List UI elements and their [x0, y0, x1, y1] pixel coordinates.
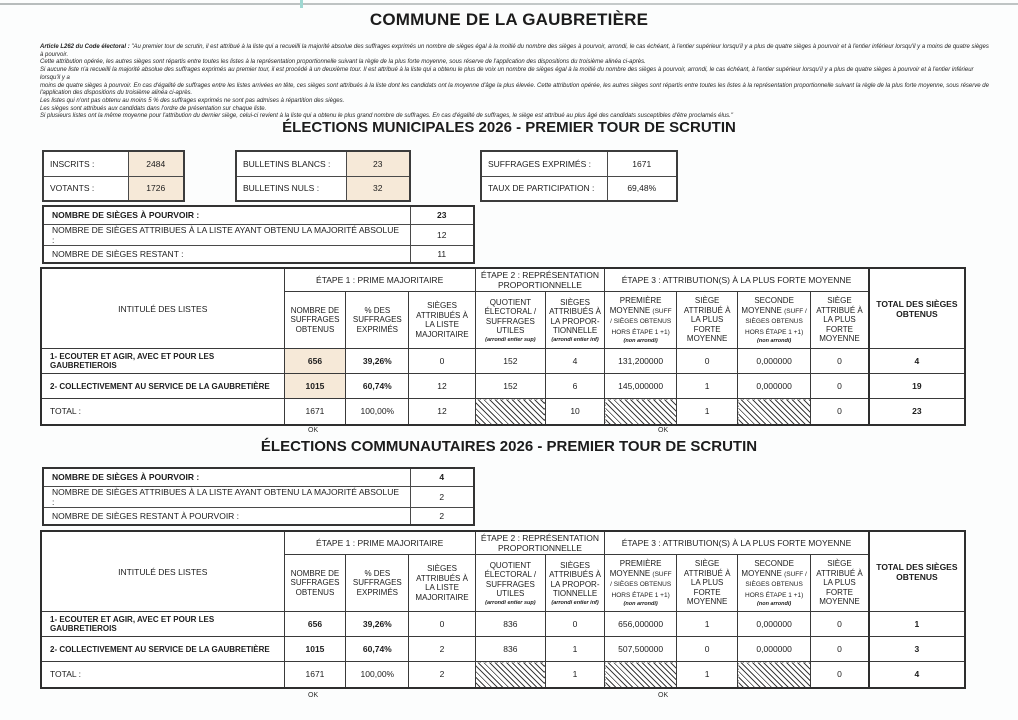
value-cell: 0: [677, 637, 738, 662]
total-value-cell: 0: [811, 662, 869, 688]
legal-line: Si aucune liste n'a recueilli la majorité absolue des suffrages exprimés au premier tour, il est procédé à un deuxième tour. Il est attribué à la liste qui a obtenu le plus de voix un nombre de sièges égal à la moitié du nombre des sièges à pourvoir, arrondi, le cas échéant, à l'entier supérieur lorsqu'il y a plus de quatre sièges à pourvoir et à l'entier inférieur lorsqu'il y a: [40, 67, 974, 81]
seats-value: 2: [410, 486, 474, 507]
total-label-cell: TOTAL :: [41, 399, 284, 425]
col-header: SIÈGE ATTRIBUÉ À LA PLUS FORTE MOYENNE: [811, 555, 869, 612]
seats-label: NOMBRE DE SIÈGES À POURVOIR :: [43, 468, 410, 486]
value-cell: 507,500000: [605, 637, 677, 662]
stats-value: 32: [346, 176, 410, 201]
header-etape-1: ÉTAPE 1 : PRIME MAJORITAIRE: [284, 268, 475, 292]
hatched-cell: [475, 662, 545, 688]
value-cell: 0: [409, 612, 476, 637]
ok-label: OK: [308, 692, 319, 699]
col-header-detail: (SUFF / SIÈGES OBTENUS HORS ÉTAPE 1 +1): [745, 570, 807, 599]
col-header: % DES SUFFRAGES EXPRIMÉS: [346, 555, 409, 612]
stats-row: [43, 151, 184, 176]
total-seats-cell: 3: [869, 637, 965, 662]
seats-row: [43, 468, 474, 486]
header-group-row: [41, 268, 965, 292]
col-header-detail: (SUFF / SIÈGES OBTENUS HORS ÉTAPE 1 +1): [610, 307, 672, 336]
col-header: NOMBRE DE SUFFRAGES OBTENUS: [284, 292, 346, 349]
total-value-cell: 100,00%: [346, 662, 409, 688]
col-header-detail: (SUFF / SIÈGES OBTENUS HORS ÉTAPE 1 +1): [745, 307, 807, 336]
col-header: SIÈGE ATTRIBUÉ À LA PLUS FORTE MOYENNE: [811, 292, 869, 349]
col-header: SIÈGE ATTRIBUÉ À LA PLUS FORTE MOYENNE: [677, 292, 738, 349]
value-cell: 1015: [284, 637, 346, 662]
seats-label: NOMBRE DE SIÈGES RESTANT :: [43, 245, 410, 263]
stats-value: 23: [346, 151, 410, 176]
header-group-row: [41, 531, 965, 555]
col-header-note: (non arrondi): [757, 338, 792, 344]
header-etape-2: ÉTAPE 2 : REPRÉSENTATION PROPORTIONNELLE: [475, 268, 604, 292]
col-header: SECONDE MOYENNE (SUFF / SIÈGES OBTENUS HORS ÉTAPE 1 +1) (non arrondi): [738, 292, 811, 349]
total-row: [41, 662, 965, 688]
value-cell: 152: [475, 349, 545, 374]
col-header: SECONDE MOYENNE (SUFF / SIÈGES OBTENUS HORS ÉTAPE 1 +1) (non arrondi): [738, 555, 811, 612]
list-name-cell: 1- ECOUTER ET AGIR, AVEC ET POUR LES GAUBRETIEROIS: [41, 612, 284, 637]
value-cell: 1: [677, 612, 738, 637]
stats-row: [481, 176, 677, 201]
stats-row: [236, 176, 410, 201]
value-cell: 12: [409, 374, 476, 399]
seats-row: [43, 486, 474, 507]
value-cell: 0: [811, 612, 869, 637]
legal-line: l'application des dispositions du troisième alinéa ci-après.: [40, 90, 193, 97]
seats-label: NOMBRE DE SIÈGES ATTRIBUES À LA LISTE AYANT OBTENU LA MAJORITÉ ABSOLUE :: [43, 224, 410, 245]
total-label-cell: TOTAL :: [41, 662, 284, 688]
ok-label: OK: [308, 427, 319, 434]
scan-artifact-tick: [300, 0, 303, 8]
value-cell: 0: [811, 637, 869, 662]
legal-article-ref: Article L262 du Code électoral :: [40, 44, 132, 50]
ok-annotations-communautaires: [40, 692, 966, 702]
value-cell: 4: [545, 349, 604, 374]
stats-value: 1671: [607, 151, 677, 176]
value-cell: 6: [545, 374, 604, 399]
col-header: QUOTIENT ÉLECTORAL / SUFFRAGES UTILES (arrondi entier sup): [475, 555, 545, 612]
seats-row: [43, 206, 474, 224]
value-cell: 152: [475, 374, 545, 399]
col-header-note: (arrondi entier sup): [485, 336, 536, 343]
total-seats-cell: 4: [869, 349, 965, 374]
seats-value: 23: [410, 206, 474, 224]
col-header-detail: (SUFF / SIÈGES OBTENUS HORS ÉTAPE 1 +1): [610, 570, 672, 599]
col-header: SIÈGE ATTRIBUÉ À LA PLUS FORTE MOYENNE: [677, 555, 738, 612]
col-header: SIÈGES ATTRIBUÉS À LA LISTE MAJORITAIRE: [409, 292, 476, 349]
hatched-cell: [605, 662, 677, 688]
stats-value: 69,48%: [607, 176, 677, 201]
list-name-cell: 1- ECOUTER ET AGIR, AVEC ET POUR LES GAUBRETIEROIS: [41, 349, 284, 374]
value-cell: 836: [475, 637, 545, 662]
list-name-cell: 2- COLLECTIVEMENT AU SERVICE DE LA GAUBRETIÈRE: [41, 637, 284, 662]
list-row: [41, 374, 965, 399]
header-etape-3: ÉTAPE 3 : ATTRIBUTION(S) À LA PLUS FORTE MOYENNE: [605, 268, 869, 292]
seats-value: 4: [410, 468, 474, 486]
col-header-note: (non arrondi): [623, 338, 658, 344]
value-cell: 0,000000: [738, 374, 811, 399]
col-header-note: (non arrondi): [757, 601, 792, 607]
stats-row: [43, 176, 184, 201]
list-row: [41, 612, 965, 637]
grand-total-cell: 23: [869, 399, 965, 425]
legal-line: Si plusieurs listes ont la même moyenne pour l'attribution du dernier siège, celui-ci revient à la liste qui a obtenu le plus grand nombre de suffrages. En cas d'égalité de suffrages, le siège est attribué au plus âgé des candidats susceptibles d'être proclamés élus.": [40, 113, 733, 120]
value-cell: 39,26%: [346, 612, 409, 637]
seats-summary-municipales: [42, 205, 475, 264]
value-cell: 60,74%: [346, 637, 409, 662]
value-cell: 2: [409, 637, 476, 662]
hatched-cell: [475, 399, 545, 425]
municipales-section-title: ÉLECTIONS MUNICIPALES 2026 - PREMIER TOUR DE SCRUTIN: [282, 119, 736, 136]
col-header: SIÈGES ATTRIBUÉS À LA PROPOR- TIONNELLE (arrondi entier inf): [545, 292, 604, 349]
stats-inscrits-votants: [42, 150, 185, 202]
total-row: [41, 399, 965, 425]
stats-row: [236, 151, 410, 176]
communautaires-section-title: ÉLECTIONS COMMUNAUTAIRES 2026 - PREMIER TOUR DE SCRUTIN: [260, 438, 758, 455]
col-header: QUOTIENT ÉLECTORAL / SUFFRAGES UTILES (arrondi entier sup): [475, 292, 545, 349]
col-header-total: TOTAL DES SIÈGES OBTENUS: [869, 531, 965, 612]
value-cell: 145,000000: [605, 374, 677, 399]
stats-label: BULLETINS BLANCS :: [236, 151, 346, 176]
ok-label: OK: [658, 692, 669, 699]
col-header: PREMIÈRE MOYENNE (SUFF / SIÈGES OBTENUS HORS ÉTAPE 1 +1) (non arrondi): [605, 292, 677, 349]
value-cell: 656: [284, 612, 346, 637]
value-cell: 0: [409, 349, 476, 374]
col-header: PREMIÈRE MOYENNE (SUFF / SIÈGES OBTENUS HORS ÉTAPE 1 +1) (non arrondi): [605, 555, 677, 612]
header-etape-1: ÉTAPE 1 : PRIME MAJORITAIRE: [284, 531, 475, 555]
value-cell: 60,74%: [346, 374, 409, 399]
value-cell: 1015: [284, 374, 346, 399]
stats-value: 2484: [128, 151, 184, 176]
stats-label: SUFFRAGES EXPRIMÉS :: [481, 151, 607, 176]
value-cell: 0,000000: [738, 349, 811, 374]
legal-line: Les sièges sont attribués aux candidats dans l'ordre de présentation sur chaque liste.: [40, 105, 267, 112]
value-cell: 656: [284, 349, 346, 374]
value-cell: 656,000000: [605, 612, 677, 637]
seats-value: 11: [410, 245, 474, 263]
legal-line: Article L262 du Code électoral : "Au premier tour de scrutin, il est attribué à la liste qui a recueilli la majorité absolue des suffrages exprimés un nombre de sièges égal à la moitié du nombre des sièges à pourvoir, arrondi, le cas échéant, à l'entier supérieur lorsqu'il y a plus de quatre sièges à pourvoir et à l'entier inférieur lorsqu'il y a moins de quatre sièges à pourvoir.: [40, 44, 989, 58]
seats-row: [43, 507, 474, 525]
seats-row: [43, 224, 474, 245]
legal-line: Cette attribution opérée, les autres sièges sont répartis entre toutes les listes à la représentation proportionnelle suivant la règle de la plus forte moyenne, sous réserve de l'application des dispositions du troisième alinéa ci-après.: [40, 59, 646, 66]
stats-label: VOTANTS :: [43, 176, 128, 201]
total-seats-cell: 1: [869, 612, 965, 637]
col-header-intitule: INTITULÉ DES LISTES: [41, 268, 284, 349]
list-row: [41, 349, 965, 374]
col-header-total: TOTAL DES SIÈGES OBTENUS: [869, 268, 965, 349]
col-header: SIÈGES ATTRIBUÉS À LA LISTE MAJORITAIRE: [409, 555, 476, 612]
total-value-cell: 100,00%: [346, 399, 409, 425]
list-name-cell: 2- COLLECTIVEMENT AU SERVICE DE LA GAUBRETIÈRE: [41, 374, 284, 399]
stats-label: BULLETINS NULS :: [236, 176, 346, 201]
total-value-cell: 1: [545, 662, 604, 688]
total-value-cell: 1: [677, 399, 738, 425]
stats-bulletins: [235, 150, 411, 202]
value-cell: 39,26%: [346, 349, 409, 374]
stats-value: 1726: [128, 176, 184, 201]
total-value-cell: 12: [409, 399, 476, 425]
hatched-cell: [738, 662, 811, 688]
ok-label: OK: [658, 427, 669, 434]
hatched-cell: [605, 399, 677, 425]
seats-value: 2: [410, 507, 474, 525]
value-cell: 1: [677, 374, 738, 399]
header-etape-3: ÉTAPE 3 : ATTRIBUTION(S) À LA PLUS FORTE MOYENNE: [605, 531, 869, 555]
seats-row: [43, 245, 474, 263]
seats-label: NOMBRE DE SIÈGES À POURVOIR :: [43, 206, 410, 224]
col-header-note: (arrondi entier inf): [551, 336, 599, 343]
seats-label: NOMBRE DE SIÈGES ATTRIBUES À LA LISTE AYANT OBTENU LA MAJORITÉ ABSOLUE :: [43, 486, 410, 507]
grand-total-cell: 4: [869, 662, 965, 688]
total-value-cell: 0: [811, 399, 869, 425]
document-title: COMMUNE DE LA GAUBRETIÈRE: [369, 10, 649, 29]
seats-summary-communautaires: [42, 467, 475, 526]
col-header: SIÈGES ATTRIBUÉS À LA PROPOR- TIONNELLE (arrondi entier inf): [545, 555, 604, 612]
seats-value: 12: [410, 224, 474, 245]
legal-article-text: [40, 44, 992, 121]
col-header-intitule: INTITULÉ DES LISTES: [41, 531, 284, 612]
ok-annotations-municipales: [40, 427, 966, 437]
col-header-note: (arrondi entier sup): [485, 599, 536, 606]
total-value-cell: 2: [409, 662, 476, 688]
legal-line: moins de quatre sièges à pourvoir. En cas d'égalité de suffrages entre les listes arrivées en tête, ces sièges sont attribués à la liste dont les candidats ont la moyenne d'âge la plus élevée. Cette attribution opérée, les autres sièges sont répartis entre toutes les listes à la représentation proportionnelle suivant la règle de la plus forte moyenne, sous réserve de: [40, 82, 989, 89]
value-cell: 0: [677, 349, 738, 374]
value-cell: 0: [545, 612, 604, 637]
scan-top-edge: [0, 3, 1018, 5]
stats-suffrages-participation: [480, 150, 678, 202]
value-cell: 0,000000: [738, 612, 811, 637]
col-header: % DES SUFFRAGES EXPRIMÉS: [346, 292, 409, 349]
stats-row: [481, 151, 677, 176]
value-cell: 0: [811, 349, 869, 374]
col-header: NOMBRE DE SUFFRAGES OBTENUS: [284, 555, 346, 612]
col-header-note: (non arrondi): [623, 601, 658, 607]
results-table-municipales: [40, 267, 966, 426]
list-row: [41, 637, 965, 662]
value-cell: 131,200000: [605, 349, 677, 374]
total-value-cell: 1671: [284, 662, 346, 688]
value-cell: 0: [811, 374, 869, 399]
value-cell: 1: [545, 637, 604, 662]
seats-label: NOMBRE DE SIÈGES RESTANT À POURVOIR :: [43, 507, 410, 525]
hatched-cell: [738, 399, 811, 425]
total-value-cell: 10: [545, 399, 604, 425]
header-etape-2: ÉTAPE 2 : REPRÉSENTATION PROPORTIONNELLE: [475, 531, 604, 555]
total-value-cell: 1: [677, 662, 738, 688]
results-table-communautaires: [40, 530, 966, 689]
value-cell: 836: [475, 612, 545, 637]
col-header-note: (arrondi entier inf): [551, 599, 599, 606]
stats-label: TAUX DE PARTICIPATION :: [481, 176, 607, 201]
stats-label: INSCRITS :: [43, 151, 128, 176]
total-value-cell: 1671: [284, 399, 346, 425]
value-cell: 0,000000: [738, 637, 811, 662]
legal-line: Les listes qui n'ont pas obtenu au moins 5 % des suffrages exprimés ne sont pas admises à répartition des sièges.: [40, 97, 345, 104]
total-seats-cell: 19: [869, 374, 965, 399]
